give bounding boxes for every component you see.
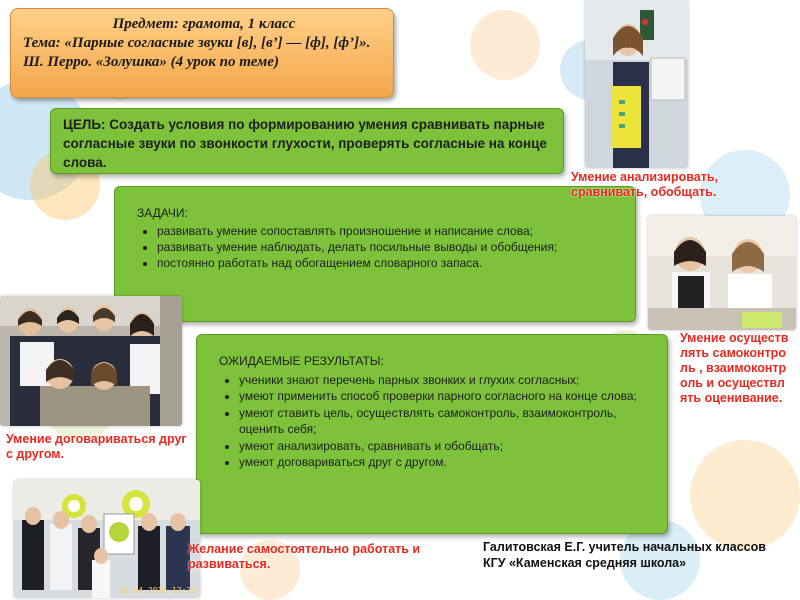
tasks-list [137,223,625,271]
list-item: • умеют применить способ проверки парного согласного на конце слова; [239,388,657,405]
results-box [196,334,668,534]
tasks-heading: ЗАДАЧИ: [137,206,188,220]
list-item: • ученики знают перечень парных звонких и глухих согласных; [239,372,657,389]
goal-box [50,108,564,174]
list-item: • умеют анализировать, сравнивать и обобщать; [239,438,657,455]
author-info [483,540,783,571]
photo-timestamp: 20.04.2016 12:23 [118,586,196,595]
results-list [219,372,657,471]
photo-girl-presenting [585,0,688,168]
author-school: КГУ «Каменская средняя школа» [483,555,687,570]
list-item: • развивать умение сопоставлять произношение и написание слова; [157,223,625,239]
photo-children-group-work [0,296,182,426]
caption-negotiate: Умение договариваться друг с другом. [6,432,187,461]
list-item: • умеют договариваться друг с другом. [239,454,657,471]
goal-text: ЦЕЛЬ: Создать условия по формированию умения сравнивать парные согласные звуки по звонкости глухости, проверять согласные на конце слова. [63,117,547,170]
caption-analyze: Умение анализировать, сравнивать, обобщать. [571,170,719,199]
list-item: • развивать умение наблюдать, делать посильные выводы и обобщения; [157,239,625,255]
photo-girls-at-desk [648,216,796,330]
photo-class-group [14,480,200,598]
results-heading: ОЖИДАЕМЫЕ РЕЗУЛЬТАТЫ: [219,354,384,368]
caption-desire: Желание самостоятельно работать и развиваться. [188,542,421,571]
lesson-topic: Тема: «Парные согласные звуки [в], [в’] — [ф], [ф’]». Ш. Перро. «Золушка» (4 урок по теме) [23,35,371,70]
lesson-title-box [10,8,394,98]
tasks-box [114,186,636,322]
list-item: • постоянно работать над обогащением словарного запаса. [157,255,625,271]
lesson-subject: Предмет: грамота, 1 класс [112,16,296,32]
caption-self-control: Умение осуществлять самоконтроль , взаимоконтроль и осуществлять оценивание. [680,331,789,405]
author-name: Галитовская Е.Г. учитель начальных классов [483,540,766,554]
list-item: • умеют ставить цель, осуществлять самоконтроль, взаимоконтроль, оценить себя; [239,405,657,438]
